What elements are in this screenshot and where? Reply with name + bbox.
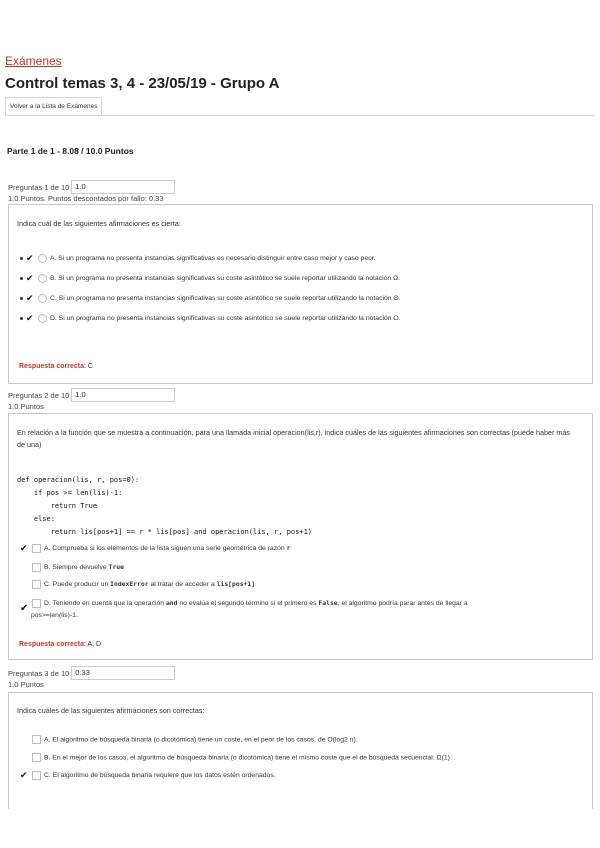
checkmark-icon: ✔ [20,603,29,614]
q2-option-a[interactable] [20,543,290,554]
q3-option-b[interactable] [20,753,450,763]
checkbox[interactable] [32,580,41,589]
question-2-header [8,388,175,402]
question-1-points: 1.0 Puntos. Puntos descontados por fallo: 0.33 [8,194,164,203]
breadcrumb-examenes-link[interactable]: Exámenes [5,54,62,68]
checkmark-icon: ✔ [20,770,28,780]
q2-option-b-code: True [108,563,124,571]
q2-option-d[interactable] [20,598,468,609]
question-3-score-field[interactable]: 0.33 [71,666,175,680]
q1-correct-value: C [87,363,93,370]
question-2-score-field[interactable]: 1.0 [71,388,175,402]
page-title: Control temas 3, 4 - 23/05/19 - Grupo A [5,75,280,92]
question-1-header [8,180,175,194]
question-2-label: Preguntas 2 de 10 [8,390,70,400]
radio-button[interactable] [38,274,47,283]
checkmark-icon: ✔ [26,313,34,323]
q1-option-c-label: C. Si un programa no presenta instancias significativas su coste asintótico se suele reportar utilizando la notación Θ. [50,294,401,302]
q2-option-a-label: A. Comprueba si los elementos de la lista siguen una serie geométrica de razón [44,545,287,552]
q2-option-d-label-3: , el algoritmo podría parar antes de llegar a [337,600,468,607]
q2-option-d-label-2: no evalúa el segundo término si el primero es [177,600,319,607]
question-3-points: 1.0 Puntos [8,680,44,689]
q1-option-b[interactable] [20,273,400,284]
colon: : [83,641,88,648]
checkmark-icon: ✔ [26,273,34,283]
code-line: else: [17,515,55,523]
q2-option-c[interactable] [20,579,255,590]
q2-option-b[interactable] [20,562,124,573]
question-1-score-field[interactable]: 1.0 [71,180,175,194]
q1-correct-answer [19,363,93,370]
checkbox[interactable] [32,544,41,553]
q1-option-d[interactable] [20,313,401,324]
q2-option-d-code-2: False [318,599,338,607]
q2-option-d-label: D. Teniendo en cuenta que la operación [44,600,166,607]
q2-option-c-label: C. Puede producir un [44,581,111,588]
bullet-icon [20,257,23,260]
q3-option-a-label: A. El algoritmo de búsqueda binaria (o dicotómica) tiene un coste, en el peor de los casos, de O(log2 n). [44,736,358,744]
checkmark-icon: ✔ [20,543,28,554]
bullet-icon [20,317,23,320]
radio-button[interactable] [38,294,47,303]
question-3-label: Preguntas 3 de 10 [8,668,70,678]
back-to-exams-tab[interactable]: Volver a la Lista de Exámenes [5,97,102,116]
q3-option-a[interactable] [20,735,358,745]
bullet-icon [20,277,23,280]
q1-option-d-label: D. Si un programa no presenta instancias significativas su coste asintótico se suele reportar utilizando la notación O. [50,314,401,322]
q2-correct-value: A, D [87,641,102,648]
q2-option-b-label: B. Siempre devuelve [44,564,109,571]
q2-option-c-code-2: lis[pos+1] [216,580,256,588]
checkbox[interactable] [32,563,41,572]
correct-answer-label: Respuesta correcta [19,363,84,370]
q1-option-b-label: B. Si un programa no presenta instancias significativas su coste asintótico se suele reportar utilizando la notación Ω. [50,274,401,282]
q2-option-d-line2: pos>=len(lis)-1. [31,612,78,619]
question-2-points: 1.0 Puntos [8,402,44,411]
q1-option-a-label: A. Si un programa no presenta instancias significativas es necesario distinguir entre caso mejor y caso peor. [50,254,376,262]
q3-option-c[interactable] [20,770,276,781]
radio-button[interactable] [38,314,47,323]
question-1-prompt: Indica cuál de las siguientes afirmaciones es cierta: [17,219,181,228]
question-3-prompt: Indica cuáles de las siguientes afirmaciones son correctas: [17,706,205,715]
q3-option-c-label: C. El algoritmo de búsqueda binaria requiere que los datos estén ordenados. [44,771,276,779]
checkbox[interactable] [32,753,41,762]
checkbox[interactable] [32,599,41,608]
q2-option-c-label-2: al tratar de acceder a [148,581,217,588]
checkmark-icon: ✔ [26,253,34,263]
q1-option-c[interactable] [20,293,401,304]
checkbox[interactable] [32,735,41,744]
checkmark-icon: ✔ [26,293,34,303]
radio-button[interactable] [38,254,47,263]
tab-divider [5,115,595,116]
code-line: if pos >= len(lis)-1: [17,489,123,497]
q2-option-a-code: r [286,544,291,552]
q1-option-a[interactable] [20,253,376,264]
q3-option-b-label: B. En el mejor de los casos, el algoritmo de búsqueda binaria (o dicotómica) tiene el mismo coste que el de búsqueda secuencial: Ω(1) [44,754,450,762]
correct-answer-label: Respuesta correcta [19,641,84,648]
checkbox[interactable] [32,771,41,780]
question-2-prompt: En relación a la función que se muestra a continuación, para una llamada inicial operacion(lis,r), indica cuáles de las siguientes afirmaciones son correctas (puede haber más de una) [17,428,570,449]
question-3-header [8,666,175,680]
bullet-icon [20,297,23,300]
colon: : [83,363,88,370]
q2-option-d-code: and [165,599,178,607]
q2-code-block [17,461,312,552]
part-header: Parte 1 de 1 - 8.08 / 10.0 Puntos [7,146,134,156]
code-line: return True [17,502,98,510]
code-line: def operacion(lis, r, pos=0): [17,476,140,484]
q2-option-c-code: IndexError [110,580,149,588]
code-line: return lis[pos+1] == r * lis[pos] and operacion(lis, r, pos+1) [17,528,313,536]
q2-correct-answer [19,641,101,648]
question-1-label: Preguntas 1 de 10 [8,182,70,192]
